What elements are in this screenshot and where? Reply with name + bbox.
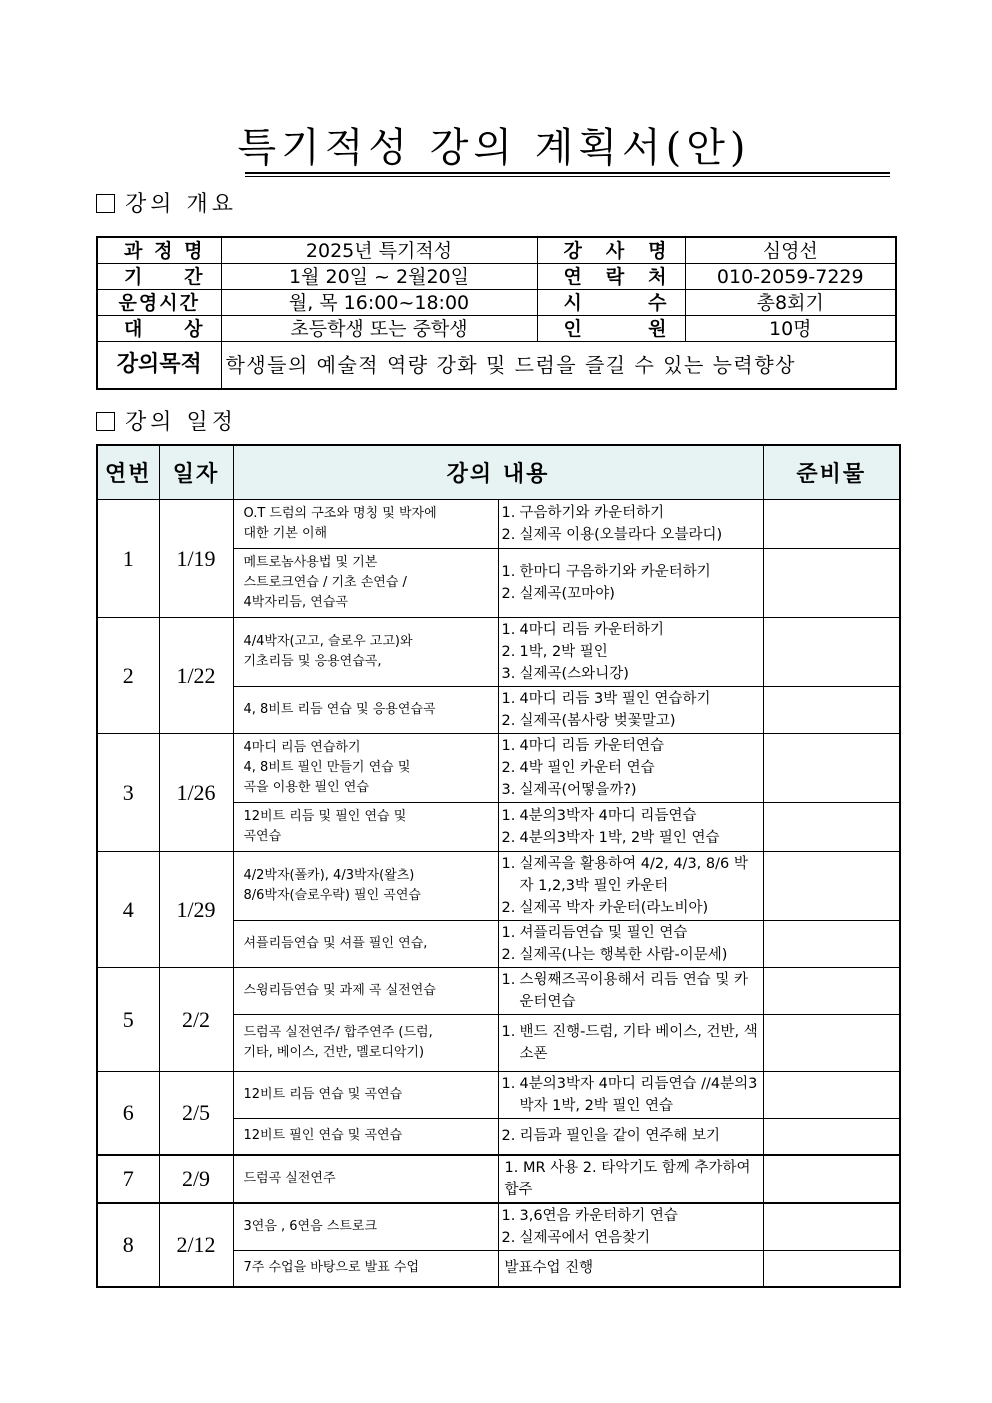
step-item xyxy=(502,897,760,919)
step-number: 2. xyxy=(501,527,516,543)
step-item xyxy=(502,944,760,966)
step-number: 1. xyxy=(501,622,516,638)
session-steps xyxy=(498,1119,763,1155)
topic-line: 12비트 리듬 및 필인 연습 및 xyxy=(243,809,407,824)
session-topic xyxy=(233,803,498,852)
step-number: 2. xyxy=(501,947,516,963)
session-number: 8 xyxy=(97,1203,159,1288)
step-item xyxy=(502,1157,760,1201)
session-topic xyxy=(233,1015,498,1072)
step-number: 3. xyxy=(501,782,516,798)
session-steps xyxy=(498,618,763,687)
checkbox-icon xyxy=(96,412,115,431)
step-text: 실제곡(나는 행복한 사람-이문세) xyxy=(519,947,728,963)
session-steps xyxy=(498,734,763,803)
schedule-heading xyxy=(96,408,237,438)
step-text: 발표수업 진행 xyxy=(504,1260,594,1277)
step-number: 1. xyxy=(501,856,516,872)
step-number: 2. xyxy=(501,1229,516,1246)
session-steps xyxy=(498,921,763,968)
materials-cell xyxy=(763,734,900,803)
materials-cell xyxy=(763,1119,900,1155)
session-topic xyxy=(233,1155,498,1203)
step-item xyxy=(502,710,760,732)
step-text: 실제곡(꼬마야) xyxy=(519,586,615,602)
step-item xyxy=(502,827,760,849)
topic-line: 스트로크연습 / 기초 손연습 / xyxy=(243,575,407,590)
step-text: 4분의3박자 4마디 리듬연습 xyxy=(519,808,697,824)
topic-line: 8/6박자(슬로우락) 필인 곡연습 xyxy=(243,888,421,903)
step-item xyxy=(502,1205,760,1227)
session-number: 1 xyxy=(97,500,159,618)
session-date: 1/29 xyxy=(159,852,233,968)
step-text: 스윙째즈곡이용해서 리듬 연습 및 카운터연습 xyxy=(519,972,749,1010)
overview-heading-text: 강의 개요 xyxy=(125,192,238,217)
topic-line: 4마디 리듬 연습하기 xyxy=(243,740,361,755)
step-number: 2. xyxy=(501,830,516,846)
step-item xyxy=(502,1227,760,1249)
step-item xyxy=(502,524,760,546)
schedule-row xyxy=(97,500,900,549)
materials-cell xyxy=(763,1250,900,1287)
overview-value: 월, 목 16:00~18:00 xyxy=(221,290,537,316)
step-number: 1. xyxy=(501,1076,516,1092)
materials-cell xyxy=(763,803,900,852)
session-date: 2/9 xyxy=(159,1155,233,1203)
materials-cell xyxy=(763,687,900,734)
overview-row xyxy=(97,264,896,290)
topic-line: 곡연습 xyxy=(243,829,282,844)
topic-line: 기타, 베이스, 건반, 멜로디악기) xyxy=(243,1045,425,1060)
overview-row xyxy=(97,290,896,316)
session-steps xyxy=(498,1155,763,1203)
session-number: 6 xyxy=(97,1072,159,1155)
step-item xyxy=(502,757,760,779)
step-text: 셔플리듬연습 및 필인 연습 xyxy=(519,925,688,941)
materials-cell xyxy=(763,1155,900,1203)
materials-cell xyxy=(763,1072,900,1119)
step-text: 3,6연음 카운터하기 연습 xyxy=(519,1207,678,1224)
session-steps xyxy=(498,500,763,549)
overview-value: 1월 20일 ~ 2월20일 xyxy=(221,264,537,290)
overview-row xyxy=(97,316,896,342)
step-text: 리듬과 필인을 같이 연주해 보기 xyxy=(519,1128,721,1145)
materials-cell xyxy=(763,1203,900,1251)
title-underline xyxy=(245,172,890,177)
session-topic xyxy=(233,549,498,618)
topic-line: O.T 드럼의 구조와 명칭 및 박자에 xyxy=(243,506,437,521)
overview-row xyxy=(97,237,896,264)
topic-line: 셔플리듬연습 및 셔플 필인 연습, xyxy=(243,936,428,951)
step-item xyxy=(502,853,760,897)
session-date: 2/5 xyxy=(159,1072,233,1155)
step-text: 한마디 구음하기와 카운터하기 xyxy=(519,564,711,580)
step-text: 실제곡(봄사랑 벚꽃말고) xyxy=(519,713,676,729)
overview-label: 연 락 처 xyxy=(537,264,685,290)
session-topic xyxy=(233,921,498,968)
materials-cell xyxy=(763,549,900,618)
header-materials: 준비물 xyxy=(763,445,900,500)
checkbox-icon xyxy=(96,194,115,213)
purpose-label: 강의목적 xyxy=(97,342,221,390)
materials-cell xyxy=(763,852,900,921)
topic-line: 4/4박자(고고, 슬로우 고고)와 xyxy=(243,634,413,649)
session-topic xyxy=(233,852,498,921)
step-item xyxy=(502,922,760,944)
step-text: 4마디 리듬 3박 필인 연습하기 xyxy=(519,691,711,707)
step-number: 2. xyxy=(501,760,516,776)
topic-line: 12비트 필인 연습 및 곡연습 xyxy=(243,1128,403,1144)
materials-cell xyxy=(763,921,900,968)
schedule-row xyxy=(97,618,900,687)
schedule-row xyxy=(97,734,900,803)
schedule-table xyxy=(96,444,901,1288)
step-number: 1. xyxy=(501,1024,516,1040)
overview-value: 10명 xyxy=(685,316,896,342)
step-number: 2. xyxy=(501,586,516,602)
session-steps xyxy=(498,1015,763,1072)
topic-line: 4/2박자(폴카), 4/3박자(왈츠) xyxy=(243,868,415,883)
session-number: 7 xyxy=(97,1155,159,1203)
step-number: 1. xyxy=(501,972,516,988)
overview-label: 인 원 xyxy=(537,316,685,342)
session-date: 1/22 xyxy=(159,618,233,734)
step-number: 1. xyxy=(501,564,516,580)
overview-value: 010-2059-7229 xyxy=(685,264,896,290)
overview-value: 초등학생 또는 중학생 xyxy=(221,316,537,342)
schedule-heading-text: 강의 일정 xyxy=(125,410,238,435)
topic-line: 4, 8비트 리듬 연습 및 응용연습곡 xyxy=(243,702,436,717)
step-number: 2. xyxy=(501,644,516,660)
session-topic xyxy=(233,968,498,1015)
session-steps xyxy=(498,549,763,618)
step-text: 1. MR 사용 2. 타악기도 함께 추가하여 합주 xyxy=(504,1159,751,1198)
schedule-row xyxy=(97,1155,900,1203)
schedule-row xyxy=(97,1203,900,1251)
overview-value: 총8회기 xyxy=(685,290,896,316)
topic-line: 드럼곡 실전연주/ 합주연주 (드럼, xyxy=(243,1025,433,1040)
step-item xyxy=(502,502,760,524)
step-number: 2. xyxy=(501,713,516,729)
session-topic xyxy=(233,734,498,803)
session-number: 4 xyxy=(97,852,159,968)
step-item xyxy=(502,1257,760,1279)
step-number: 1. xyxy=(501,505,516,521)
session-date: 1/19 xyxy=(159,500,233,618)
header-date: 일자 xyxy=(159,445,233,500)
materials-cell xyxy=(763,1015,900,1072)
session-topic xyxy=(233,618,498,687)
step-text: 구음하기와 카운터하기 xyxy=(519,505,665,521)
session-number: 3 xyxy=(97,734,159,852)
step-text: 밴드 진행-드럼, 기타 베이스, 건반, 색소폰 xyxy=(519,1024,758,1062)
session-date: 2/2 xyxy=(159,968,233,1072)
session-steps xyxy=(498,1250,763,1287)
topic-line: 대한 기본 이해 xyxy=(243,526,328,541)
step-item xyxy=(502,663,760,685)
step-item xyxy=(502,619,760,641)
session-date: 1/26 xyxy=(159,734,233,852)
step-text: 실제곡 박자 카운터(라노비아) xyxy=(519,900,709,916)
overview-label: 과 정 명 xyxy=(97,237,221,264)
session-topic xyxy=(233,1203,498,1251)
topic-line: 12비트 리듬 연습 및 곡연습 xyxy=(243,1087,403,1102)
topic-line: 4박자리듬, 연습곡 xyxy=(243,595,348,610)
step-number: 2. xyxy=(501,900,516,916)
topic-line: 3연음 , 6연음 스트로크 xyxy=(243,1218,378,1234)
overview-label: 대 상 xyxy=(97,316,221,342)
step-item xyxy=(502,735,760,757)
overview-label: 운영시간 xyxy=(97,290,221,316)
step-item xyxy=(502,1073,760,1117)
session-steps xyxy=(498,1203,763,1251)
step-item xyxy=(502,688,760,710)
step-item xyxy=(502,969,760,1013)
step-text: 4마디 리듬 카운터연습 xyxy=(519,738,665,754)
step-text: 실제곡(스와니강) xyxy=(519,666,629,682)
step-text: 실제곡 이용(오블라다 오블라디) xyxy=(519,527,723,543)
session-steps xyxy=(498,852,763,921)
overview-heading xyxy=(96,190,237,220)
header-num: 연번 xyxy=(97,445,159,500)
session-number: 5 xyxy=(97,968,159,1072)
overview-label: 기 간 xyxy=(97,264,221,290)
purpose-value: 학생들의 예술적 역량 강화 및 드럼을 즐길 수 있는 능력향상 xyxy=(221,342,896,390)
session-date: 2/12 xyxy=(159,1203,233,1288)
step-item xyxy=(502,641,760,663)
session-topic xyxy=(233,1072,498,1119)
step-text: 4마디 리듬 카운터하기 xyxy=(519,622,665,638)
schedule-row xyxy=(97,852,900,921)
step-number: 1. xyxy=(501,1207,516,1224)
step-number: 1. xyxy=(501,691,516,707)
step-item xyxy=(502,805,760,827)
step-number: 1. xyxy=(501,738,516,754)
step-text: 1박, 2박 필인 xyxy=(519,644,608,660)
overview-value: 2025년 특기적성 xyxy=(221,237,537,264)
session-number: 2 xyxy=(97,618,159,734)
session-topic xyxy=(233,500,498,549)
schedule-row xyxy=(97,1072,900,1119)
step-item xyxy=(502,1021,760,1065)
step-item xyxy=(502,1125,760,1147)
step-text: 4박 필인 카운터 연습 xyxy=(519,760,655,776)
step-number: 1. xyxy=(501,808,516,824)
topic-line: 스윙리듬연습 및 과제 곡 실전연습 xyxy=(243,983,436,998)
step-text: 4분의3박자 1박, 2박 필인 연습 xyxy=(519,830,720,846)
topic-line: 드럼곡 실전연주 xyxy=(243,1170,336,1186)
materials-cell xyxy=(763,968,900,1015)
topic-line: 곡을 이용한 필인 연습 xyxy=(243,780,369,795)
materials-cell xyxy=(763,618,900,687)
session-topic xyxy=(233,1250,498,1287)
step-item xyxy=(502,779,760,801)
header-content: 강의 내용 xyxy=(233,445,763,500)
overview-label: 시 수 xyxy=(537,290,685,316)
step-text: 4분의3박자 4마디 리듬연습 //4분의3박자 1박, 2박 필인 연습 xyxy=(519,1076,758,1114)
overview-table xyxy=(96,236,897,390)
page-title: 특기적성 강의 계획서(안) xyxy=(237,125,751,171)
step-item xyxy=(502,561,760,583)
session-steps xyxy=(498,803,763,852)
session-topic xyxy=(233,1119,498,1155)
session-steps xyxy=(498,687,763,734)
step-text: 실제곡에서 연음찾기 xyxy=(519,1229,651,1246)
step-item xyxy=(502,583,760,605)
overview-value: 심영선 xyxy=(685,237,896,264)
topic-line: 4, 8비트 필인 만들기 연습 및 xyxy=(243,760,411,775)
schedule-row xyxy=(97,968,900,1015)
materials-cell xyxy=(763,500,900,549)
step-number: 3. xyxy=(501,666,516,682)
overview-label: 강 사 명 xyxy=(537,237,685,264)
session-topic xyxy=(233,687,498,734)
step-text: 실제곡(어떻을까?) xyxy=(519,782,637,798)
step-text: 실제곡을 활용하여 4/2, 4/3, 8/6 박자 1,2,3박 필인 카운터 xyxy=(519,856,748,894)
step-number: 2. xyxy=(501,1128,516,1145)
topic-line: 7주 수업을 바탕으로 발표 수업 xyxy=(243,1260,419,1276)
session-steps xyxy=(498,1072,763,1119)
session-steps xyxy=(498,968,763,1015)
step-number: 1. xyxy=(501,925,516,941)
topic-line: 기초리듬 및 응용연습곡, xyxy=(243,654,382,669)
topic-line: 메트로놈사용법 및 기본 xyxy=(243,555,378,570)
